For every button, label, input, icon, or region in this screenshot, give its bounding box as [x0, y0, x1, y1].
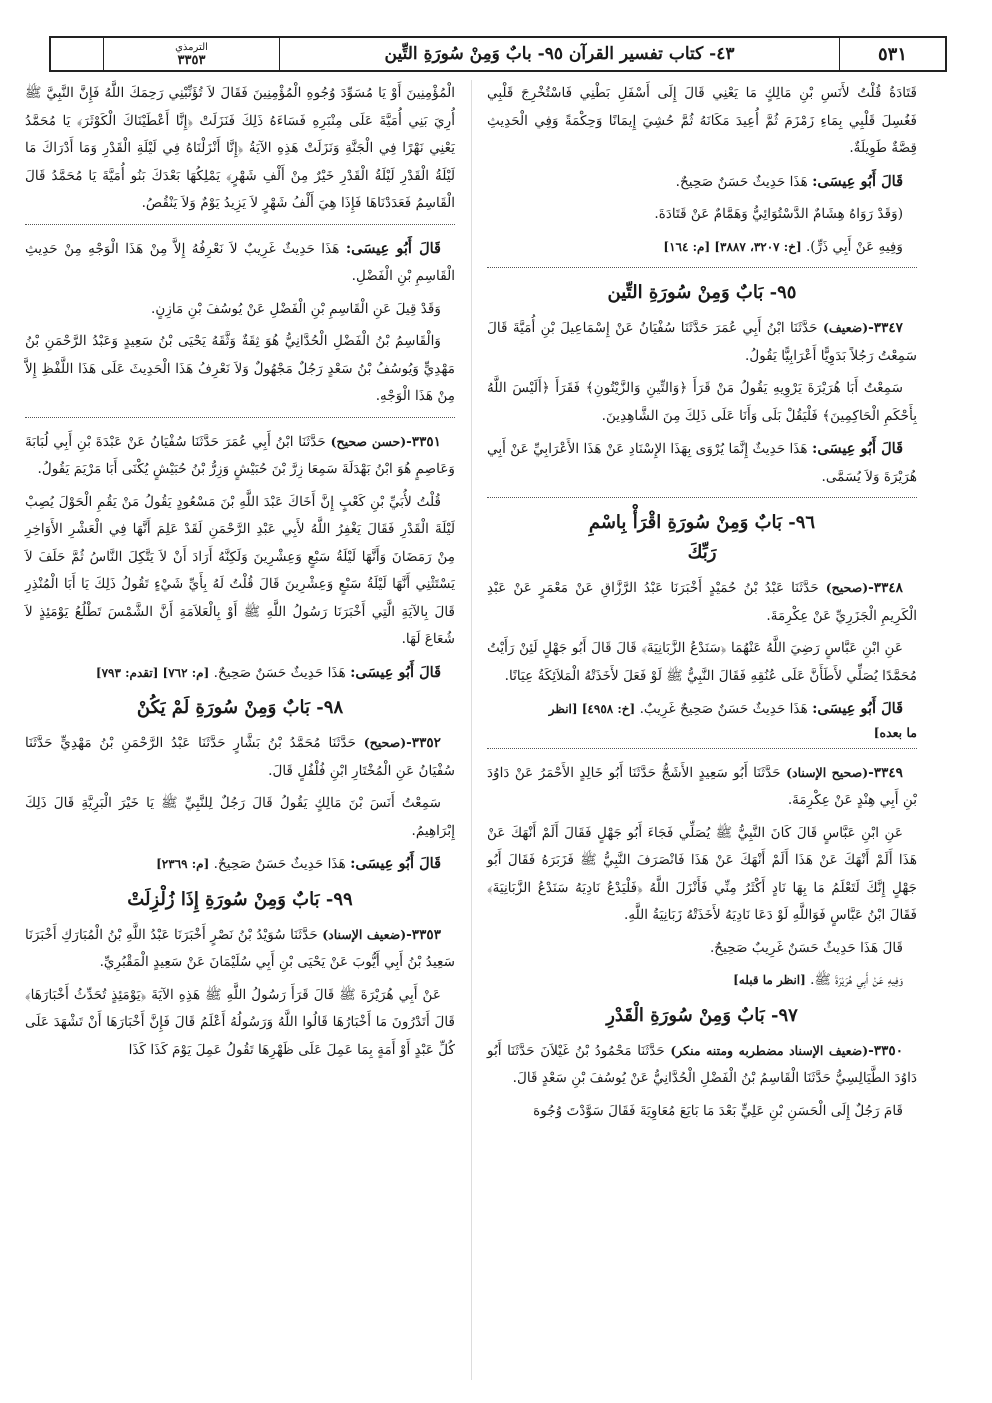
paragraph — [25, 850, 455, 879]
right-column — [487, 80, 917, 1380]
abu-isa-label: قَالَ أَبُو عِيسَى: — [812, 700, 903, 717]
abu-isa-label: قَالَ أَبُو عِيسَى: — [345, 239, 441, 257]
hadith-grade: (ضعيف الإسناد مضطربه ومتنه منكر) — [670, 1042, 869, 1058]
hadith-range-number: ٣٣٥٣ — [177, 53, 206, 68]
paragraph-text: حَدَّثَنَا أَبُو سَعِيدٍ الأَشَجُّ حَدَّثَنَا أَبُو خَالِدٍ الأَحْمَرُ عَنْ دَاوُدَ بْنِ أَبِي هِنْدٍ عَنْ عِكْرِمَةَ. — [487, 764, 917, 808]
book-label: الترمذي — [175, 42, 208, 53]
paragraph-text: هَذَا حَدِيثٌ حَسَنٌ صَحِيحٌ. — [213, 664, 346, 681]
paragraph: عَنِ ابْنِ عَبَّاسٍ رَضِيَ اللَّهُ عَنْهُمَا ﴿سَنَدْعُ الزَّبَانِيَةَ﴾ قَالَ قَالَ أَبُو جَهْلٍ لَئِنْ رَأَيْتُ مُحَمَّدًا يُصَلِّي لأَطَأَنَّ عَلَى عُنُقِهِ فَقَالَ النَّبِيُّ ﷺ لَوْ فَعَلَ لأَخَذَتْهُ الْمَلاَئِكَةُ عِيَانًا. — [487, 640, 917, 684]
paragraph — [487, 234, 917, 262]
paragraph: قَالَ هَذَا حَدِيثٌ حَسَنٌ غَرِيبٌ صَحِيحٌ. — [709, 939, 903, 956]
paragraph: وَالْقَاسِمُ بْنُ الْفَضْلِ الْحُدَّانِيُّ هُوَ ثِقَةٌ وَثَّقَهُ يَحْيَى بْنُ سَعِيدٍ وَعَبْدُ الرَّحْمَنِ بْنُ مَهْدِيٍّ وَيُوسُفُ بْنُ سَعْدٍ رَجُلٌ مَجْهُولٌ وَلاَ نَعْرِفُ هَذَا الْحَدِيثَ عَلَى هَذَا اللَّفْظِ إِلاَّ مِنْ هَذَا الْوَجْهِ. — [25, 333, 455, 404]
chapter-heading: ٩٧- بَابٌ وَمِنْ سُورَةِ الْقَدْرِ — [606, 1004, 798, 1026]
hadith-number: ٣٣٥٣- — [406, 926, 442, 943]
chapter-heading: ٩٥- بَابٌ وَمِنْ سُورَةِ التِّين — [607, 282, 797, 303]
hadith-number: ٣٣٤٩- — [868, 764, 903, 781]
hadith-paragraph — [487, 759, 917, 815]
page-number: ٥٣١ — [839, 38, 945, 70]
paragraph — [487, 435, 917, 491]
hadith-grade: (صحيح) — [363, 735, 407, 750]
divider — [487, 748, 917, 749]
reference-continued: ما بعده] — [873, 724, 917, 740]
paragraph-text: حَدَّثَنَا مُحَمَّدُ بْنُ بَشَّارٍ حَدَّثَنَا عَبْدُ الرَّحْمَنِ بْنُ مَهْدِيٍّ حَدَّثَنَا سُفْيَانُ عَنِ الْمُخْتَارِ ابْنِ فُلْفُلٍ قَالَ. — [25, 735, 455, 779]
paragraph-text: حَدَّثَنَا سُوَيْدُ بْنُ نَصْرٍ أَخْبَرَنَا عَبْدُ اللَّهِ بْنُ الْمُبَارَكِ أَخْبَرَنَا سَعِيدُ بْنُ أَبِي أَيُّوبَ عَنْ يَحْيَى بْنِ أَبِي سُلَيْمَانَ عَنْ سَعِيدٍ الْمَقْبُرِيِّ. — [25, 926, 455, 970]
paragraph: الْمُؤْمِنِينَ أَوْ يَا مُسَوِّدَ وُجُوهِ الْمُؤْمِنِينَ فَقَالَ لاَ تُؤَنِّبْنِي رَحِمَكَ اللَّهُ فَإِنَّ النَّبِيَّ ﷺ أُرِيَ بَنِي أُمَيَّةَ عَلَى مِنْبَرِهِ فَسَاءَهُ ذَلِكَ فَنَزَلَتْ ﴿إِنَّا أَعْطَيْنَاكَ الْكَوْثَرَ﴾ يَا مُحَمَّدُ يَعْنِي نَهْرًا فِي الْجَنَّةِ وَنَزَلَتْ هَذِهِ الآيَةُ ﴿إِنَّا أَنْزَلْنَاهُ فِي لَيْلَةِ الْقَدْرِ وَمَا أَدْرَاكَ مَا لَيْلَةُ الْقَدْرِ لَيْلَةُ الْقَدْرِ خَيْرٌ مِنْ أَلْفِ شَهْرٍ﴾ يَمْلِكُهَا بَعْدَكَ بَنُو أُمَيَّةَ يَا مُحَمَّدُ قَالَ الْقَاسِمُ فَعَدَدْنَاهَا فَإِذَا هِيَ أَلْفُ شَهْرٍ لاَ يَزِيدُ يَوْمٌ وَلاَ يَنْقُصُ. — [25, 85, 455, 211]
hadith-paragraph — [25, 428, 455, 484]
hadith-grade: (صحيح الإسناد) — [786, 764, 869, 780]
paragraph — [487, 967, 917, 995]
paragraph — [25, 659, 455, 688]
paragraph: سَمِعْتُ أَبَا هُرَيْرَةَ يَرْوِيهِ يَقُولُ مَنْ قَرَأَ ﴿وَالتِّينِ وَالزَّيْتُونِ﴾ فَقَرَأَ ﴿أَلَيْسَ اللَّهُ بِأَحْكَمِ الْحَاكِمِينَ﴾ فَلْيَقُلْ بَلَى وَأَنَا عَلَى ذَلِكَ مِنَ الشَّاهِدِينَ. — [487, 380, 917, 424]
divider — [487, 267, 917, 268]
header-empty-cell — [51, 38, 103, 70]
paragraph: قَتَادَةُ قُلْتُ لأَنَسِ بْنِ مَالِكٍ مَا يَعْنِي قَالَ إِلَى أَسْفَلِ بَطْنِي فَاسْتُخْرِجَ قَلْبِي فَغُسِلَ قَلْبِي بِمَاءِ زَمْزَمَ ثُمَّ أُعِيدَ مَكَانَهُ ثُمَّ حُشِيَ إِيمَانًا وَحِكْمَةً وَفِي الْحَدِيثِ قِصَّةٌ طَوِيلَةٌ. — [487, 85, 917, 156]
hadith-number: ٣٣٥١- — [406, 433, 441, 450]
hadith-paragraph — [487, 314, 917, 370]
hadith-number: ٣٣٥٢- — [406, 735, 441, 751]
abu-isa-label: قَالَ أَبُو عِيسَى: — [350, 663, 441, 681]
paragraph-text: وَفِيهِ عَنْ أَبِي ذَرٍّ). — [805, 238, 903, 255]
paragraph: قَامَ رَجُلٌ إِلَى الْحَسَنِ بْنِ عَلِيٍّ بَعْدَ مَا بَايَعَ مُعَاوِيَةَ فَقَالَ سَوَّدْتَ وُجُوهَ — [533, 1102, 903, 1119]
paragraph-text: وَفِيهِ عَنْ أَبِي هُرَيْرَةَ ﷺ. — [810, 972, 903, 988]
paragraph: وَقَدْ قِيلَ عَنِ الْقَاسِمِ بْنِ الْفَضْلِ عَنْ يُوسُفَ بْنِ مَازِنٍ. — [151, 300, 441, 317]
abu-isa-label: قَالَ أَبُو عِيسَى: — [350, 855, 441, 872]
abu-isa-label: قَالَ أَبُو عِيسَى: — [811, 440, 903, 457]
paragraph — [487, 168, 917, 197]
chapter-heading: ٩٦- بَابٌ وَمِنْ سُورَةِ اقْرَأْ بِاسْمِ — [588, 512, 816, 533]
paragraph-text: هَذَا حَدِيثٌ غَرِيبٌ لاَ نَعْرِفُهُ إِلاَّ مِنْ هَذَا الْوَجْهِ مِنْ حَدِيثِ الْقَاسِمِ بْنِ الْفَضْلِ. — [25, 240, 455, 284]
divider — [487, 497, 917, 498]
hadith-paragraph — [25, 729, 455, 785]
paragraph-text: هَذَا حَدِيثٌ إِنَّمَا يُرْوَى بِهَذَا الإِسْنَادِ عَنْ هَذَا الأَعْرَابِيِّ عَنْ أَبِي هُرَيْرَةَ وَلاَ يُسَمَّى. — [487, 441, 917, 485]
paragraph — [487, 695, 917, 724]
divider — [25, 417, 455, 418]
abu-isa-label: قَالَ أَبُو عِيسَى: — [812, 172, 903, 190]
paragraph: (وَقَدْ رَوَاهُ هِشَامٌ الدَّسْتُوَائِيُّ وَهَمَّامٌ عَنْ قَتَادَةَ. — [654, 206, 903, 222]
paragraph-text: هَذَا حَدِيثٌ حَسَنٌ صَحِيحٌ غَرِيبٌ. — [639, 701, 808, 717]
paragraph-text: هَذَا حَدِيثٌ حَسَنٌ صَحِيحٌ. — [675, 173, 808, 190]
column-divider — [471, 80, 472, 1380]
chapter-heading: ٩٨- بَابٌ وَمِنْ سُورَةِ لَمْ يَكُنْ — [136, 697, 344, 718]
paragraph-text: هَذَا حَدِيثٌ حَسَنٌ صَحِيحٌ. — [213, 856, 346, 872]
divider — [25, 224, 455, 225]
hadith-paragraph — [487, 574, 917, 630]
paragraph: عَنِ ابْنِ عَبَّاسٍ قَالَ كَانَ النَّبِيُّ ﷺ يُصَلِّي فَجَاءَ أَبُو جَهْلٍ فَقَالَ أَلَمْ أَنْهَكَ عَنْ هَذَا أَلَمْ أَنْهَكَ عَنْ هَذَا أَلَمْ أَنْهَكَ عَنْ هَذَا فَانْصَرَفَ النَّبِيُّ ﷺ فَزَبَرَهُ فَقَالَ أَبُو جَهْلٍ إِنَّكَ لَتَعْلَمُ مَا بِهَا نَادٍ أَكْثَرُ مِنِّي فَأَنْزَلَ اللَّهُ ﴿فَلْيَدْعُ نَادِيَهُ سَنَدْعُ الزَّبَانِيَةَ﴾ فَقَالَ ابْنُ عَبَّاسٍ فَوَاللَّهِ لَوْ دَعَا نَادِيَهُ لأَخَذَتْهُ زَبَانِيَةُ اللَّهِ. — [487, 824, 917, 923]
hadith-number: ٣٣٥٠- — [868, 1042, 904, 1059]
hadith-number: ٣٣٤٨- — [868, 580, 903, 596]
hadith-grade: (ضعيف) — [822, 320, 869, 335]
chapter-title: ٤٣- كتاب تفسير القرآن ٩٥- بابٌ وَمِنْ سُورَةِ التِّين — [279, 38, 839, 70]
left-column — [25, 80, 455, 1380]
reference: [خ: ٤٩٥٨] [انظر — [548, 702, 636, 716]
hadith-number: ٣٣٤٧- — [868, 320, 903, 336]
paragraph — [25, 235, 455, 291]
paragraph-text: حَدَّثَنَا عَبْدُ بْنُ حُمَيْدٍ أَخْبَرَنَا عَبْدُ الرَّزَّاقِ عَنْ مَعْمَرٍ عَنْ عَبْدِ الْكَرِيمِ الْجَزَرِيِّ عَنْ عِكْرِمَةَ. — [487, 580, 917, 624]
reference: [خ: ٣٢٠٧، ٣٨٨٧] [م: ١٦٤] — [663, 239, 802, 254]
reference: [انظر ما قبله] — [733, 973, 806, 987]
paragraph-text: حَدَّثَنَا مَحْمُودُ بْنُ غَيْلاَنَ حَدَّثَنَا أَبُو دَاوُدَ الطَّيَالِسِيُّ حَدَّثَنَا الْقَاسِمُ بْنُ الْفَضْلِ الْحُدَّانِيُّ عَنْ يُوسُفَ بْنِ سَعْدٍ قَالَ. — [487, 1042, 917, 1086]
hadith-grade: (حسن صحيح) — [330, 433, 407, 449]
reference: [م: ٧٦٢] [تقدم: ٧٩٣] — [95, 665, 210, 680]
hadith-range — [103, 38, 279, 70]
paragraph-text: حَدَّثَنَا ابْنُ أَبِي عُمَرَ حَدَّثَنَا سُفْيَانُ عَنْ إِسْمَاعِيلَ بْنِ أُمَيَّةَ قَالَ سَمِعْتُ رَجُلاً بَدَوِيًّا أَعْرَابِيًّا يَقُولُ. — [487, 320, 917, 364]
hadith-paragraph — [487, 1037, 917, 1093]
reference: [م: ٢٣٦٩] — [156, 857, 210, 871]
hadith-paragraph — [25, 921, 455, 977]
paragraph-text: حَدَّثَنَا ابْنُ أَبِي عُمَرَ حَدَّثَنَا سُفْيَانُ عَنْ عَبْدَةَ بْنِ أَبِي لُبَابَةَ وَعَاصِمٍ هُوَ ابْنُ بَهْدَلَةَ سَمِعَا زِرَّ بْنَ حُبَيْشٍ وَزِرُّ بْنُ حُبَيْشٍ يُكْنَى أَبَا مَرْيَمَ يَقُولُ. — [25, 433, 455, 477]
chapter-heading: ٩٩- بَابٌ وَمِنْ سُورَةِ إِذَا زُلْزِلَتْ — [127, 888, 353, 910]
paragraph: عَنْ أَبِي هُرَيْرَةَ ﷺ قَالَ قَرَأَ رَسُولُ اللَّهِ ﷺ هَذِهِ الآيَةَ ﴿يَوْمَئِذٍ تُحَدِّثُ أَخْبَارَهَا﴾ قَالَ أَتَدْرُونَ مَا أَخْبَارُهَا قَالُوا اللَّهُ وَرَسُولُهُ أَعْلَمُ قَالَ فَإِنَّ أَخْبَارَهَا أَنْ تَشْهَدَ عَلَى كُلِّ عَبْدٍ أَوْ أَمَةٍ بِمَا عَمِلَ عَلَى ظَهْرِهَا تَقُولُ عَمِلَ يَوْمَ كَذَا كَذَا — [25, 986, 455, 1058]
hadith-grade: (ضعيف الإسناد) — [322, 926, 407, 942]
page-header — [49, 36, 947, 72]
paragraph: قُلْتُ لأُبَيِّ بْنِ كَعْبٍ إِنَّ أَخَاكَ عَبْدَ اللَّهِ بْنَ مَسْعُودٍ يَقُولُ مَنْ يَقُمِ الْحَوْلَ يُصِبْ لَيْلَةَ الْقَدْرِ فَقَالَ يَغْفِرُ اللَّهُ لأَبِي عَبْدِ الرَّحْمَنِ لَقَدْ عَلِمَ أَنَّهَا فِي الْعَشْرِ الأَوَاخِرِ مِنْ رَمَضَانَ وَأَنَّهَا لَيْلَةُ سَبْعٍ وَعِشْرِينَ وَلَكِنَّهُ أَرَادَ أَنْ لاَ يَتَّكِلَ النَّاسُ ثُمَّ حَلَفَ لاَ يَسْتَثْنِي أَنَّهَا لَيْلَةُ سَبْعٍ وَعِشْرِينَ قَالَ قُلْتُ لَهُ بِأَيِّ شَيْءٍ تَقُولُ ذَلِكَ يَا أَبَا الْمُنْذِرِ قَالَ بِالآيَةِ الَّتِي أَخْبَرَنَا رَسُولُ اللَّهِ ﷺ أَوْ بِالْعَلاَمَةِ أَنَّ الشَّمْسَ تَطْلُعُ يَوْمَئِذٍ لاَ شُعَاعَ لَهَا. — [25, 493, 455, 647]
paragraph: سَمِعْتُ أَنَسَ بْنَ مَالِكٍ يَقُولُ قَالَ رَجُلٌ لِلنَّبِيِّ ﷺ يَا خَيْرَ الْبَرِيَّةِ قَالَ ذَلِكَ إِبْرَاهِيمُ. — [25, 795, 455, 839]
chapter-heading-continued: رَبِّكَ — [687, 542, 717, 563]
hadith-grade: (صحيح) — [825, 580, 869, 595]
